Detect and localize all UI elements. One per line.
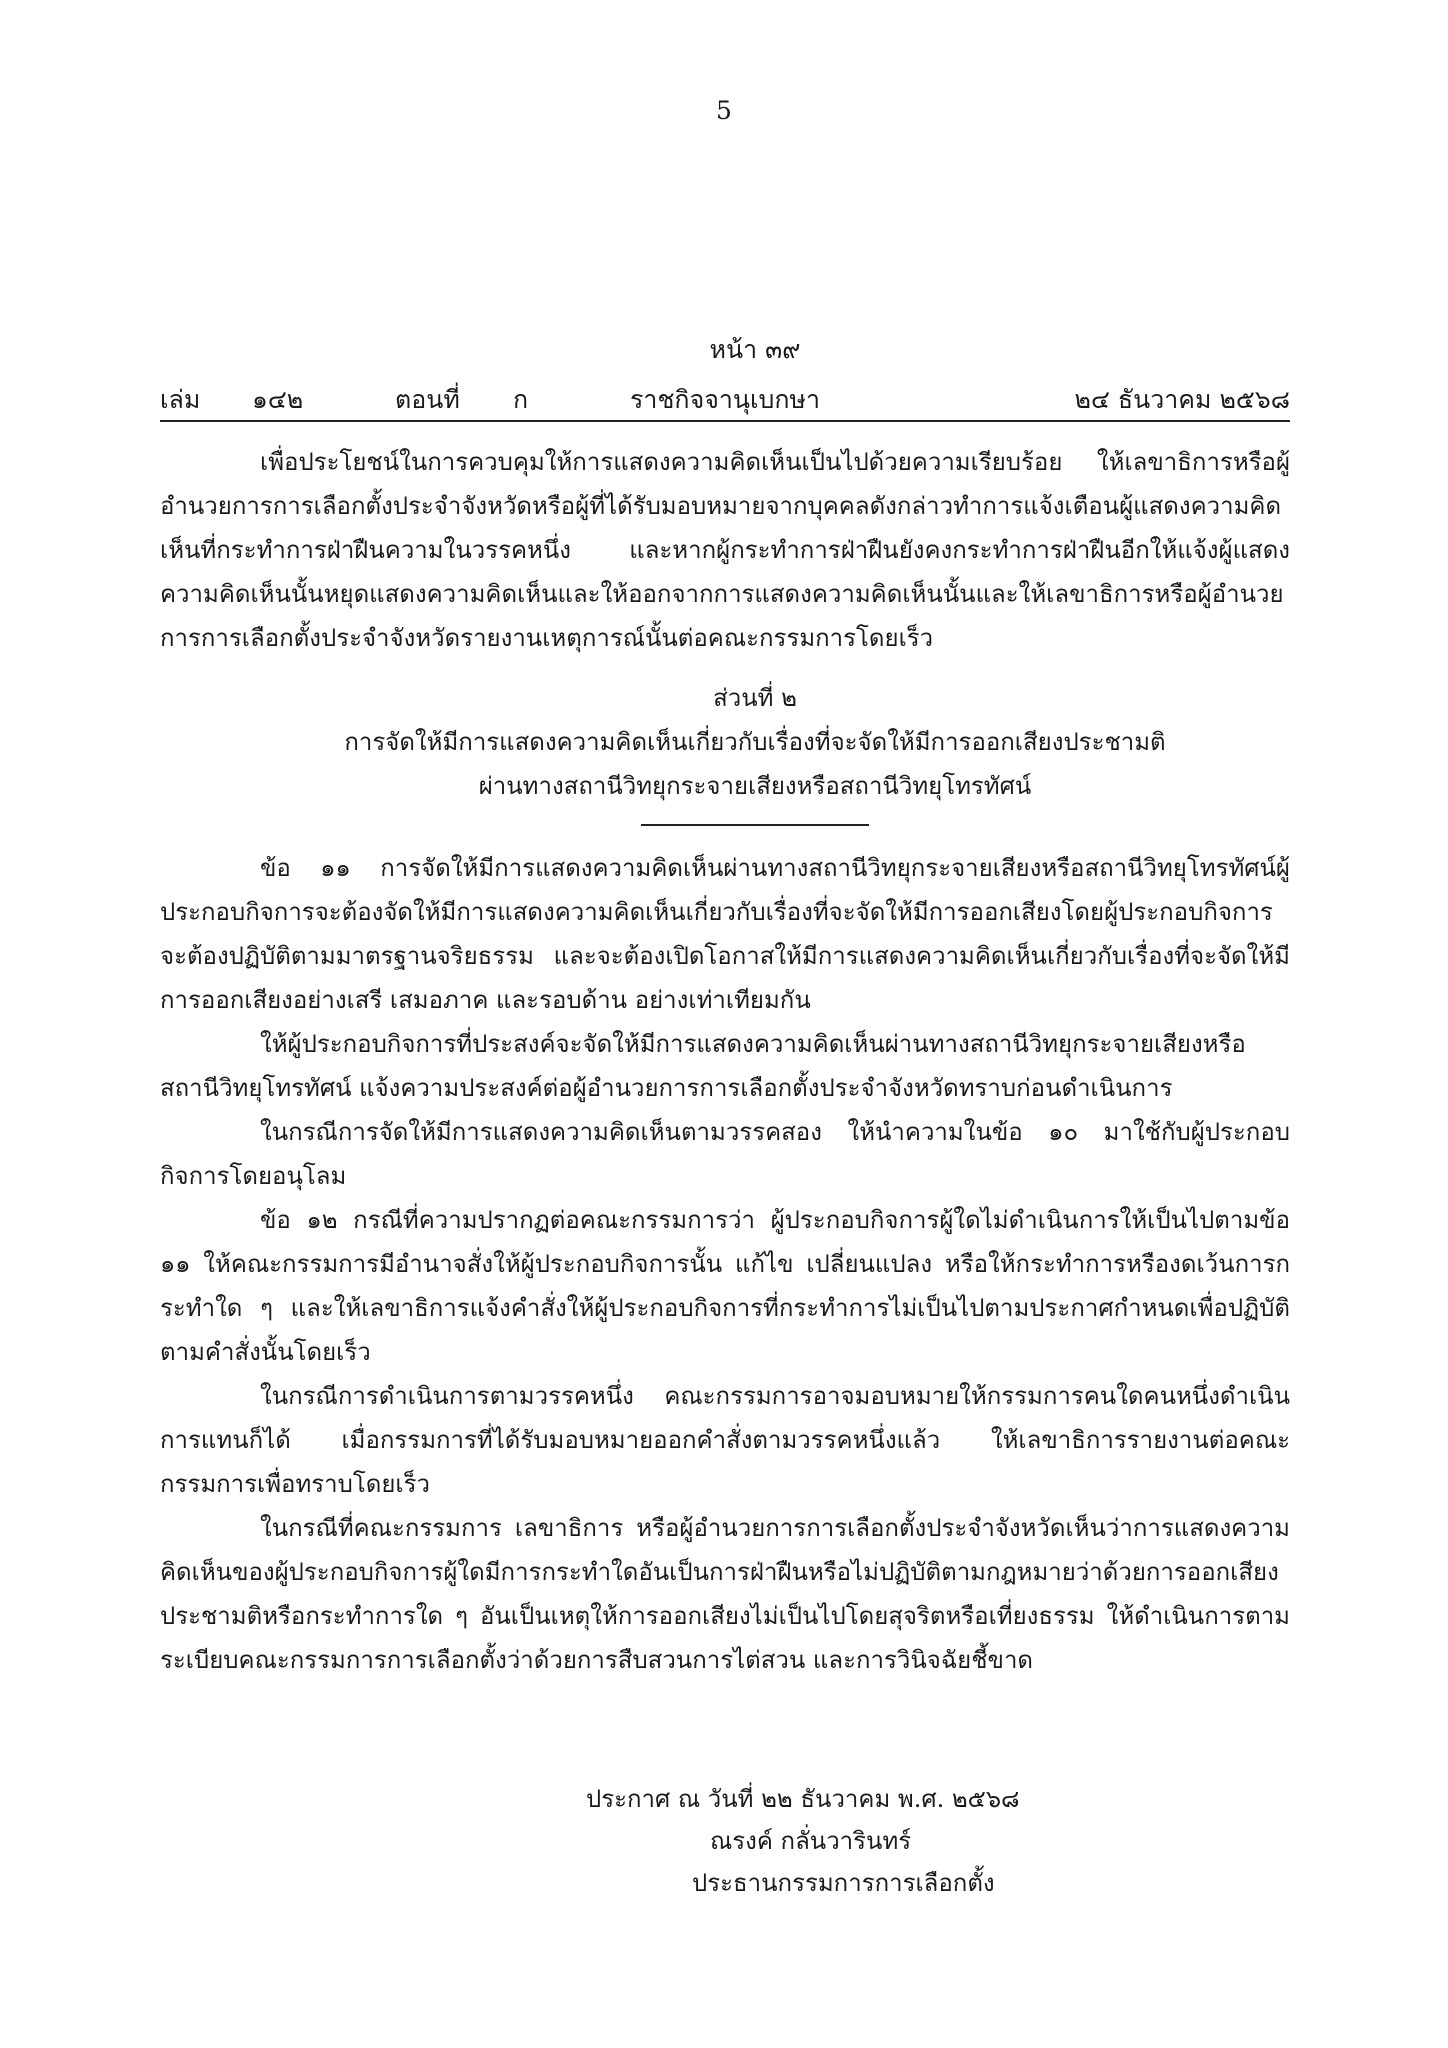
volume-number: ๑๔๒ xyxy=(252,385,304,414)
gazette-meta-line xyxy=(160,380,1290,422)
section-subtitle-line2: ผ่านทางสถานีวิทยุกระจายเสียงหรือสถานีวิทยุโทรทัศน์ xyxy=(478,772,1032,800)
volume-label: เล่ม xyxy=(160,385,201,414)
signatory-name: ณรงค์ กลั่นวารินทร์ xyxy=(710,1827,912,1855)
clause-11-para-3: ในกรณีการจัดให้มีการแสดงความคิดเห็นตามวรรคสอง ให้นำความในข้อ ๑๐ มาใช้กับผู้ประกอบกิจการโดยอนุโลม xyxy=(160,1118,1290,1190)
section-subtitle-line1: การจัดให้มีการแสดงความคิดเห็นเกี่ยวกับเรื่องที่จะจัดให้มีการออกเสียงประชามติ xyxy=(344,728,1166,756)
issue-part: ก xyxy=(513,385,529,414)
clause-12-para-3: ในกรณีที่คณะกรรมการ เลขาธิการ หรือผู้อำนวยการการเลือกตั้งประจำจังหวัดเห็นว่าการแสดงความคิดเห็นของผู้ประกอบกิจการผู้ใดมีการกระทำใดอันเป็นการฝ่าฝืนหรือไม่ปฏิบัติตามกฎหมายว่าด้วยการออกเสียงประชามติหรือกระทำการใด ๆ อันเป็นเหตุให้การออกเสียงไม่เป็นไปโดยสุจริตหรือเที่ยงธรรม ให้ดำเนินการตามระเบียบคณะกรรมการการเลือกตั้งว่าด้วยการสืบสวนการไต่สวน และการวินิจฉัยชี้ขาด xyxy=(160,1514,1290,1674)
gazette-header xyxy=(160,330,1290,422)
signature-block xyxy=(560,1778,1200,1904)
section-title: ส่วนที่ ๒ xyxy=(713,684,797,712)
section-heading xyxy=(220,676,1290,808)
clause-12-para-2: ในกรณีการดำเนินการตามวรรคหนึ่ง คณะกรรมการอาจมอบหมายให้กรรมการคนใดคนหนึ่งดำเนินการแทนก็ได้ เมื่อกรรมการที่ได้รับมอบหมายออกคำสั่งตามวรรคหนึ่งแล้ว ให้เลขาธิการรายงานต่อคณะกรรมการเพื่อทราบโดยเร็ว xyxy=(160,1382,1290,1498)
signatory-title: ประธานกรรมการการเลือกตั้ง xyxy=(692,1869,995,1897)
section-divider xyxy=(641,824,869,826)
announcement-date: ประกาศ ณ วันที่ ๒๒ ธันวาคม พ.ศ. ๒๕๖๘ xyxy=(586,1785,1020,1813)
page-number: 5 xyxy=(716,96,732,125)
publication-name: ราชกิจจานุเบกษา xyxy=(630,385,821,414)
issue-label: ตอนที่ xyxy=(395,385,460,414)
clause-12: ข้อ ๑๒ กรณีที่ความปรากฏต่อคณะกรรมการว่า ผู้ประกอบกิจการผู้ใดไม่ดำเนินการให้เป็นไปตามข้อ ๑๑ ให้คณะกรรมการมีอำนาจสั่งให้ผู้ประกอบกิจการนั้น แก้ไข เปลี่ยนแปลง หรือให้กระทำการหรืองดเว้นการกระทำใด ๆ และให้เลขาธิการแจ้งคำสั่งให้ผู้ประกอบกิจการที่กระทำการไม่เป็นไปตามประกาศกำหนดเพื่อปฏิบัติตามคำสั่งนั้นโดยเร็ว xyxy=(160,1206,1290,1366)
clause-11: ข้อ ๑๑ การจัดให้มีการแสดงความคิดเห็นผ่านทางสถานีวิทยุกระจายเสียงหรือสถานีวิทยุโทรทัศน์ผู้ประกอบกิจการจะต้องจัดให้มีการแสดงความคิดเห็นเกี่ยวกับเรื่องที่จะจัดให้มีการออกเสียงโดยผู้ประกอบกิจการจะต้องปฏิบัติตามมาตรฐานจริยธรรม และจะต้องเปิดโอกาสให้มีการแสดงความคิดเห็นเกี่ยวกับเรื่องที่จะจัดให้มีการออกเสียงอย่างเสรี เสมอภาค และรอบด้าน อย่างเท่าเทียมกัน xyxy=(160,854,1290,1014)
clause-11-para-2: ให้ผู้ประกอบกิจการที่ประสงค์จะจัดให้มีการแสดงความคิดเห็นผ่านทางสถานีวิทยุกระจายเสียงหรือสถานีวิทยุโทรทัศน์ แจ้งความประสงค์ต่อผู้อำนวยการการเลือกตั้งประจำจังหวัดทราบก่อนดำเนินการ xyxy=(160,1030,1246,1102)
gazette-page-number: หน้า ๓๙ xyxy=(709,335,801,364)
document-body xyxy=(160,440,1290,1682)
intro-paragraph: เพื่อประโยชน์ในการควบคุมให้การแสดงความคิดเห็นเป็นไปด้วยความเรียบร้อย ให้เลขาธิการหรือผู้อำนวยการการเลือกตั้งประจำจังหวัดหรือผู้ที่ได้รับมอบหมายจากบุคคลดังกล่าวทำการแจ้งเตือนผู้แสดงความคิดเห็นที่กระทำการฝ่าฝืนความในวรรคหนึ่ง และหากผู้กระทำการฝ่าฝืนยังคงกระทำการฝ่าฝืนอีกให้แจ้งผู้แสดงความคิดเห็นนั้นหยุดแสดงความคิดเห็นและให้ออกจากการแสดงความคิดเห็นนั้นและให้เลขาธิการหรือผู้อำนวยการการเลือกตั้งประจำจังหวัดรายงานเหตุการณ์นั้นต่อคณะกรรมการโดยเร็ว xyxy=(160,448,1290,652)
publication-date: ๒๔ ธันวาคม ๒๕๖๘ xyxy=(1074,385,1290,414)
